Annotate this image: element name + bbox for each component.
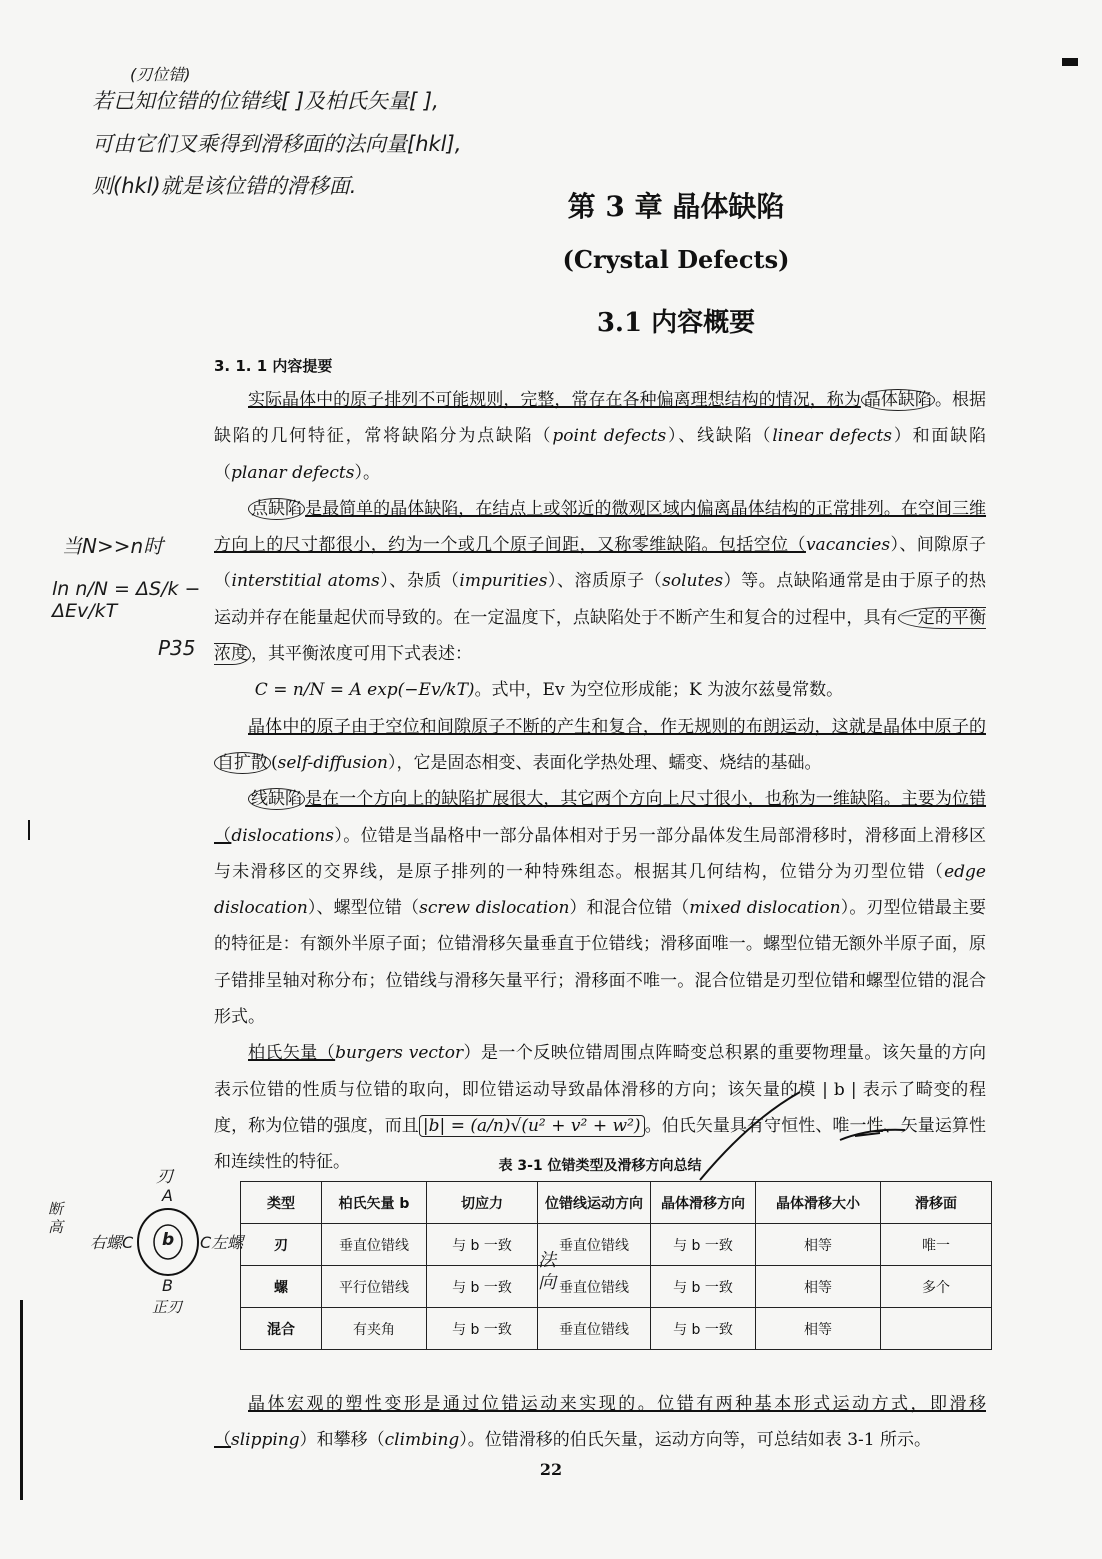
text-run: 是最简单的晶体缺陷，在结点上或邻近的微观区域内偏离晶体结构的正常排列。在空间三维方向上的尺寸都很小，约为一个或几个原子间距，又称零维缺陷。包括空位（ [214,498,987,556]
table-cell: 螺 [241,1266,322,1308]
paragraph-4 [214,781,986,1035]
scan-mark-left [28,820,30,840]
english-term: point defects [552,426,667,447]
text-run: ）和面缺陷（ [214,426,987,483]
circled-term: 自扩散 [214,752,271,774]
table-margin-note: 法向 [538,1250,556,1293]
paragraph-3: 晶体中的原子由于空位和间隙原子不断的产生和复合，作无规则的布朗运动，这就是晶体中原子的自扩散 (self-diffusion），它是固态相变、表面化学热处理、蠕变、烧结的基础。 [214,709,986,782]
handwritten-note-small: (刃位错) [130,65,191,84]
main-body [214,382,986,1181]
table-cell: 唯一 [881,1224,992,1266]
paragraph-6 [214,1386,986,1458]
diagram-label-B: B [162,1276,173,1295]
margin-note-1: 当N>>n时 [62,534,164,558]
english-term: slipping [231,1430,300,1450]
table-cell: 垂直位错线 [322,1224,427,1266]
text-run: ），它是固态相变、表面化学热处理、蠕变、烧结的基础。 [387,752,822,773]
paragraph-1 [214,382,986,491]
diagram-label-left: 右螺C [90,1233,134,1252]
table-cell: 与 b 一致 [427,1266,538,1308]
table-header: 位错线运动方向 [538,1182,651,1224]
table-cell: 与 b 一致 [427,1308,538,1350]
english-term: climbing [384,1430,460,1450]
vacancy-formula: C = n/N = A exp(−Ev/kT) [254,680,475,701]
text-run: ）和攀移（ [299,1430,385,1450]
text-run: 柏氏矢量（ [248,1043,336,1064]
table-cell: 有夹角 [322,1308,427,1350]
chapter-title: 第 3 章 晶体缺陷 [567,190,785,223]
table-cell: 混合 [241,1308,322,1350]
circled-term: 线缺陷 [248,788,305,810]
text-run: 。式中，Ev 为空位形成能；K 为波尔兹曼常数。 [474,680,844,701]
text-run: 实际晶体中的原子排列不可能规则，完整，常存在各种偏离理想结构的情况，称为 [248,390,861,410]
circled-term: 点缺陷 [248,498,305,520]
paragraph-2 [214,491,986,672]
formula-line [214,672,986,708]
english-term: edge dislocation [214,861,986,919]
page-number: 22 [539,1460,563,1479]
english-term: planar defects [231,462,355,483]
table-header: 切应力 [427,1182,538,1224]
text-run: ）等。点缺陷通常是由于原子的热运动并存在能量起伏而导致的。在一定温度下，点缺陷处于不断产生和复合的过程中，具有 [214,571,987,628]
english-term: burgers vector [335,1043,464,1064]
text-run: ）、间隙原子（ [214,535,987,592]
diagram-label-center: b [162,1230,175,1250]
scan-mark [1062,58,1078,66]
table-cell: 与 b 一致 [427,1224,538,1266]
table-row [241,1224,992,1266]
text-run: ）、溶质原子（ [547,571,663,592]
diagram-label-A: A [162,1186,173,1205]
text-run: ）、杂质（ [379,571,460,592]
handwritten-note-line-1: 若已知位错的位错线[ ]及柏氏矢量[ ], [92,89,439,113]
english-term: mixed dislocation [689,898,841,919]
english-term: self-diffusion [277,752,388,773]
english-term: screw dislocation [419,898,570,919]
subsection-title: 3. 1. 1 内容提要 [214,357,333,375]
table-cell [881,1308,992,1350]
english-term: interstitial atoms [231,571,380,592]
diagram-label-top: 刃 [156,1167,173,1187]
table-caption: 表 3-1 位错类型及滑移方向总结 [498,1158,702,1174]
diagram-label-bottom: 正刃 [152,1298,183,1316]
section-title: 3.1 内容概要 [596,308,756,338]
bottom-paragraph [214,1386,986,1458]
text-run: ）、线缺陷（ [666,426,773,447]
table-cell: 平行位错线 [322,1266,427,1308]
table-cell: 垂直位错线 [538,1266,651,1308]
handwritten-note-line-2: 可由它们叉乘得到滑移面的法向量[hkl], [92,132,462,156]
table-cell: 相等 [756,1308,881,1350]
english-term: dislocations [231,825,334,846]
text-run: ）是一个反映位错周围点阵畸变总积累的重要物理量。该矢量的方向表示位错的性质与位错的取向，即位错运动导致晶体滑移的方向；该矢量的模 | b | 表示了畸变的程度，称为位错的强度，而且 [214,1043,987,1136]
table-cell: 垂直位错线 [538,1224,651,1266]
table-header: 类型 [241,1182,322,1224]
table-cell: 刃 [241,1224,322,1266]
table-header: 柏氏矢量 b [322,1182,427,1224]
english-term: linear defects [772,426,893,447]
text-run: 。根据缺陷的几何特征，常将缺陷分为点缺陷（ [214,390,987,447]
text-run: ）。位错是当晶格中一部分晶体相对于另一部分晶体发生局部滑移时，滑移面上滑移区与未滑移区的交界线，是原子排列的一种特殊组态。根据其几何结构，位错分为刃型位错（ [214,825,987,882]
margin-note-formula: ln n/N = ΔS/k − ΔEv/kT [52,578,201,622]
handwritten-note-line-3: 则(hkl)就是该位错的滑移面. [92,174,357,198]
table-cell: 相等 [756,1266,881,1308]
diagram-label-far-left: 断高 [48,1200,64,1236]
english-term: impurities [459,571,548,592]
text-run: ）。 [354,462,380,483]
diagram-label-right: C左螺 [200,1233,244,1252]
table-cell: 垂直位错线 [538,1308,651,1350]
table-header: 晶体滑移方向 [651,1182,756,1224]
margin-note-page: P35 [158,636,196,660]
table-cell: 与 b 一致 [651,1308,756,1350]
chapter-english-title: (Crystal Defects) [562,245,790,274]
table-cell: 多个 [881,1266,992,1308]
text-run: ）。刃型位错最主要的特征是：有额外半原子面；位错滑移矢量垂直于位错线；滑移面唯一。螺型位错无额外半原子面，原子错排呈轴对称分布；位错线与滑移矢量平行；滑移面不唯一。混合位错是刃型位错和螺型位错的混合形式。 [214,898,986,1028]
text-run: 。伯氏矢量具有守恒性、唯一性、矢量运算性和连续性的特征。 [214,1115,987,1173]
text-run: ）和混合位错（ [569,898,690,919]
table-row [241,1308,992,1350]
burgers-magnitude-formula: |b| = (a/n)√(u² + v² + w²) [419,1115,645,1137]
table-cell: 相等 [756,1224,881,1266]
circled-term: 晶体缺陷 [861,389,935,411]
text-run: ）。位错滑移的伯氏矢量，运动方向等，可总结如表 3-1 所示。 [459,1430,931,1450]
english-term: vacancies [805,535,891,556]
table-cell: 与 b 一致 [651,1224,756,1266]
english-term: solutes [662,571,724,592]
table-cell: 与 b 一致 [651,1266,756,1308]
circled-term: 一定的平衡浓度 [214,607,987,665]
text-run: 晶体宏观的塑性变形是通过位错运动来实现的。位错有两种基本形式运动方式，即滑移（ [214,1394,986,1450]
text-run: 是在一个方向上的缺陷扩展很大，其它两个方向上尺寸很小，也称为一维缺陷。主要为位错（ [214,789,987,846]
table-row [241,1266,992,1308]
dislocation-table [240,1181,992,1350]
table-header: 滑移面 [881,1182,992,1224]
text-run: ，其平衡浓度可用下式表述： [251,644,472,665]
table-header-row [241,1182,992,1224]
text-run: 晶体中的原子由于空位和间隙原子不断的产生和复合，作无规则的布朗运动，这就是晶体中原子的 [248,716,986,737]
table-header: 晶体滑移大小 [756,1182,881,1224]
text-run: ）、螺型位错（ [307,898,420,919]
